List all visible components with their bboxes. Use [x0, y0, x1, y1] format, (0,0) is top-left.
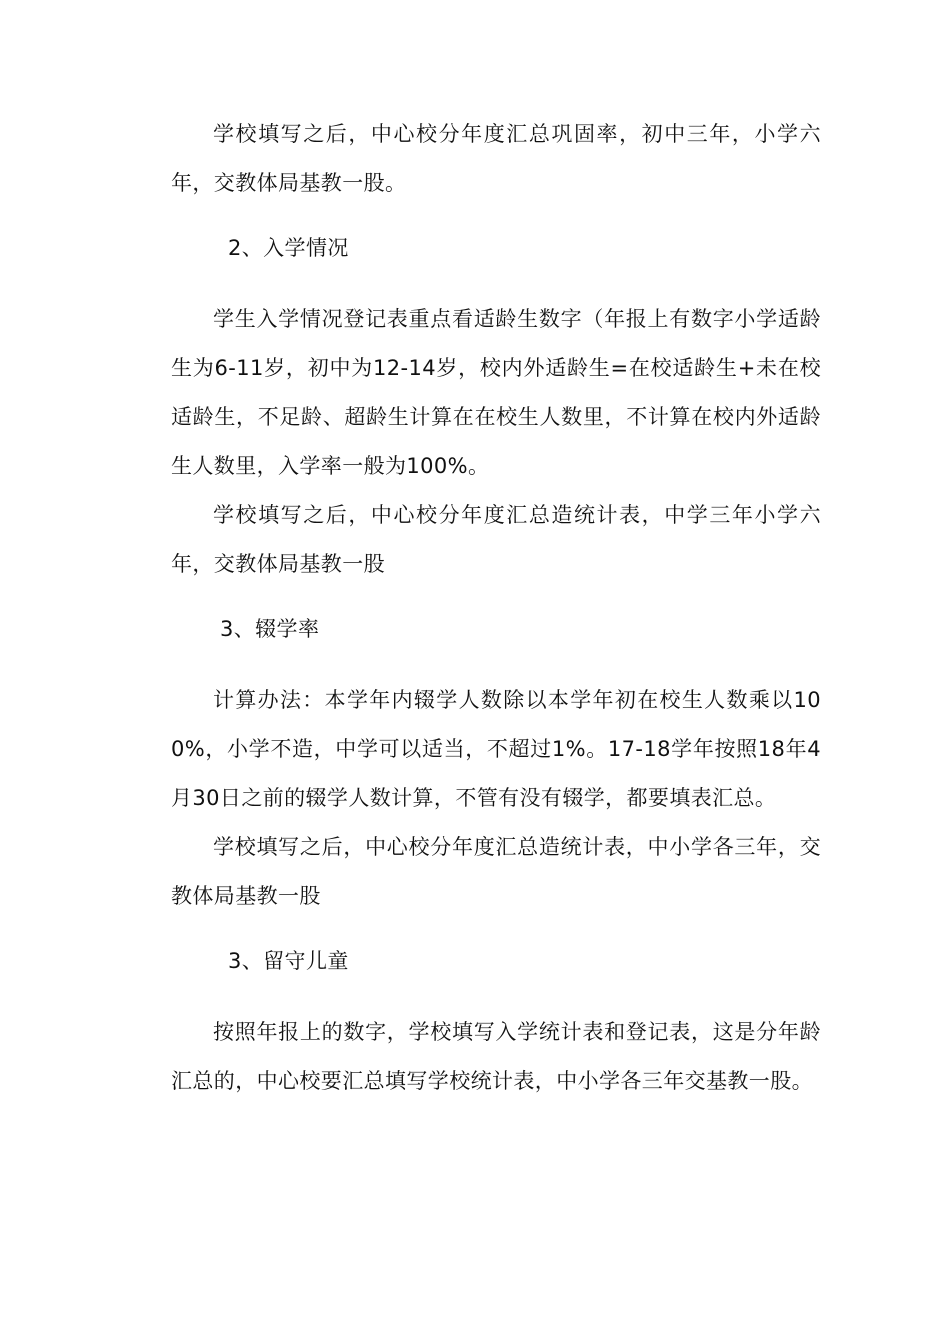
spacer: [171, 921, 821, 937]
paragraph-enrollment-register: 学生入学情况登记表重点看适龄生数字（年报上有数字小学适龄生为6-11岁，初中为12-14岁，校内外适龄生=在校适龄生+未在校适龄生，不足龄、超龄生计算在在校生人数里，不计算在校内外适龄生人数里，入学率一般为100%。: [171, 307, 821, 478]
section-heading-dropout-rate: 3、辍学率: [220, 617, 320, 641]
spacer: [171, 986, 821, 1008]
section-heading-left-behind-children: 3、留守儿童: [228, 949, 349, 973]
document-body: [171, 110, 821, 1106]
paragraph-left-behind-children: 按照年报上的数字，学校填写入学统计表和登记表，这是分年龄汇总的，中心校要汇总填写学校统计表，中小学各三年交基教一股。: [171, 1020, 821, 1093]
paragraph-dropout-summary: 学校填写之后，中心校分年度汇总造统计表，中小学各三年，交教体局基教一股: [171, 835, 821, 908]
spacer: [171, 273, 821, 295]
paragraph-enrollment-summary: 学校填写之后，中心校分年度汇总造统计表，中学三年小学六年，交教体局基教一股: [171, 503, 821, 576]
spacer: [171, 589, 821, 605]
spacer: [171, 208, 821, 224]
paragraph-consolidation-summary: 学校填写之后，中心校分年度汇总巩固率，初中三年，小学六年，交教体局基教一股。: [171, 122, 821, 195]
spacer: [171, 654, 821, 676]
section-heading-enrollment: 2、入学情况: [228, 236, 349, 260]
paragraph-dropout-calculation: 计算办法：本学年内辍学人数除以本学年初在校生人数乘以100%，小学不造，中学可以适当，不超过1%。17-18学年按照18年4月30日之前的辍学人数计算，不管有没有辍学，都要填表汇总。: [171, 688, 821, 810]
